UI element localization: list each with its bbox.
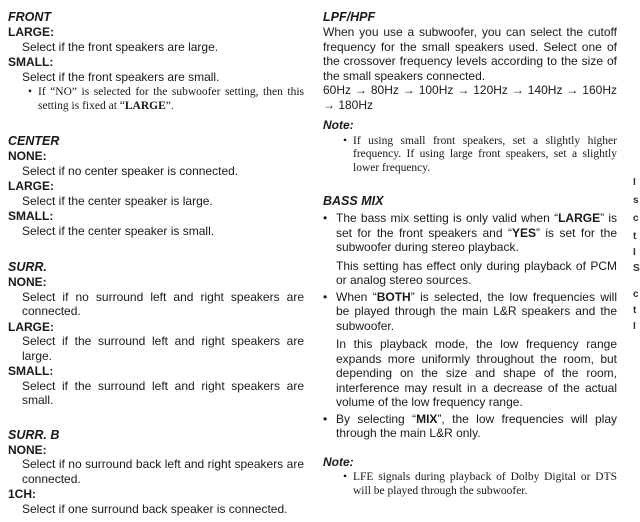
bass-mix-bullet-1 <box>323 211 617 255</box>
surr-small-desc: Select if the surround left and right speakers are small. <box>22 378 304 407</box>
b2-bold-both: BOTH <box>376 289 411 304</box>
front-large-desc: Select if the front speakers are large. <box>22 39 219 54</box>
edge-mark: I <box>633 321 636 332</box>
center-section <box>8 134 304 238</box>
center-none-label: NONE: <box>8 149 47 163</box>
surr-none-label: NONE: <box>8 275 47 289</box>
b3-pre: By selecting “ <box>336 411 417 426</box>
center-heading: CENTER <box>8 134 60 148</box>
front-note-pre: If “NO” is selected for the subwoofer setting, then this setting is fixed at “ <box>38 86 304 112</box>
bullet-dot: • <box>343 134 348 147</box>
front-note <box>28 86 304 113</box>
b1-bold-large: LARGE <box>558 211 601 225</box>
spacer <box>8 239 304 260</box>
right-column <box>323 10 617 498</box>
center-small-desc: Select if the center speaker is small. <box>22 223 215 238</box>
surr-section <box>8 260 304 408</box>
edge-mark: I <box>633 247 636 258</box>
lpf-body: When you use a subwoofer, you can select the cutoff frequency for the small speakers used. Select one of the crossover frequency levels according to the size of the small speakers connected. <box>323 25 617 83</box>
center-none-desc: Select if no center speaker is connected. <box>22 163 239 178</box>
surr-small-label: SMALL: <box>8 364 54 378</box>
surr-b-1ch-desc: Select if one surround back speaker is connected. <box>22 501 288 516</box>
center-small-label: SMALL: <box>8 209 54 223</box>
bullet-dot: • <box>323 211 328 225</box>
surr-b-1ch-label: 1CH: <box>8 487 37 501</box>
edge-mark: s <box>633 195 639 206</box>
surr-none-desc: Select if no surround left and right speakers are connected. <box>22 289 304 318</box>
edge-mark: c <box>633 213 639 224</box>
bullet-dot: • <box>323 411 328 426</box>
spacer <box>8 113 304 134</box>
lpf-section <box>323 10 617 175</box>
front-large-label: LARGE: <box>8 25 54 39</box>
b2-post: ” is selected, the low frequencies will be played through the main L&R speakers and the subwoofer. <box>336 289 617 333</box>
edge-mark: I <box>633 177 636 188</box>
surr-large-desc: Select if the surround left and right speakers are large. <box>22 334 304 363</box>
edge-mark: c <box>633 289 639 300</box>
cropped-edge-text <box>632 0 640 522</box>
surr-large-label: LARGE: <box>8 319 54 334</box>
bass-mix-bullet-3 <box>323 412 617 441</box>
lpf-heading: LPF/HPF <box>323 10 376 24</box>
lpf-note-heading: Note: <box>323 118 354 132</box>
surr-heading: SURR. <box>8 260 47 274</box>
left-column <box>8 10 304 517</box>
spacer <box>323 175 617 194</box>
bass-mix-bullet-2 <box>323 290 617 334</box>
bass-mix-note-text: LFE signals during playback of Dolby Digital or DTS will be played through the subwoofer. <box>353 471 617 497</box>
front-heading: FRONT <box>8 10 52 24</box>
bass-mix-section <box>323 194 617 498</box>
b2-pre: When “ <box>336 289 377 304</box>
front-small-label: SMALL: <box>8 55 54 69</box>
surr-b-none-desc: Select if no surround back left and right speakers are connected. <box>22 457 304 486</box>
b1-pre: The bass mix setting is only valid when “ <box>336 211 559 225</box>
bullet-dot: • <box>343 471 348 483</box>
b3-post: ”, the low frequencies will play through the main L&R only. <box>336 411 617 440</box>
bass-mix-heading: BASS MIX <box>323 194 384 208</box>
bullet-dot: • <box>323 289 328 304</box>
b1-bold-yes: YES <box>511 225 536 240</box>
center-large-desc: Select if the center speaker is large. <box>22 193 213 208</box>
bass-mix-para-1: This setting has effect only during playback of PCM or analog stereo sources. <box>336 258 617 287</box>
b1-post: ” is set for the subwoofer during stereo playback. <box>336 225 617 254</box>
spacer <box>8 409 304 428</box>
front-note-post: ”. <box>165 99 174 112</box>
b3-bold-mix: MIX <box>416 411 438 426</box>
bass-mix-para-2: In this playback mode, the low frequency range expands more uniformly throughout the room, but depending on the size and shape of the room, interference may result in a decrease of the actual volume of the low frequency range. <box>336 337 617 409</box>
surr-b-heading: SURR. B <box>8 427 60 442</box>
bass-mix-note <box>343 471 617 498</box>
front-small-desc: Select if the front speakers are small. <box>22 69 220 84</box>
edge-mark: t <box>633 305 637 316</box>
front-note-bold: LARGE <box>124 99 166 112</box>
edge-mark: t <box>633 231 637 242</box>
lpf-frequencies: 60Hz → 80Hz → 100Hz → 120Hz → 140Hz → 160Hz → 180Hz <box>323 83 617 112</box>
bullet-dot: • <box>28 86 33 98</box>
bass-mix-note-heading: Note: <box>323 454 354 469</box>
surr-b-none-label: NONE: <box>8 442 47 457</box>
surr-b-section <box>8 428 304 517</box>
lpf-note <box>343 135 617 176</box>
b1-mid: ” is set for the front speakers and “ <box>336 211 617 240</box>
edge-mark: S <box>633 263 640 274</box>
center-large-label: LARGE: <box>8 179 54 193</box>
lpf-note-text: If using small front speakers, set a slightly higher frequency. If using large front speakers, set a slightly lower frequency. <box>353 134 617 174</box>
front-section <box>8 10 304 113</box>
